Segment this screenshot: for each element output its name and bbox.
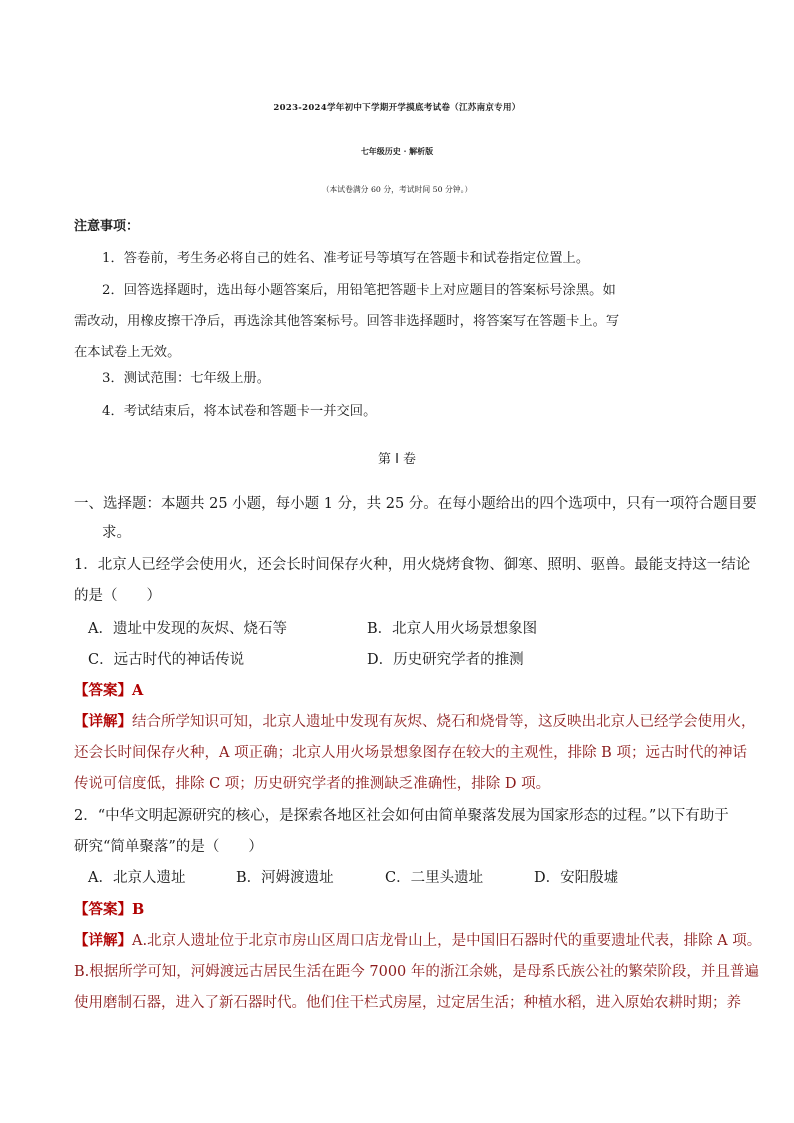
question-stem: 1．北京人已经学会使用火，还会长时间保存火种，用火烧烤食物、御寒、照明、驱兽。最能支持这一结论 [74,557,751,573]
notice-line: 需改动，用橡皮擦干净后，再选涂其他答案标号。回答非选择题时，将答案写在答题卡上。写 [74,314,620,329]
question-stem: 2．“中华文明起源研究的核心，是探索各地区社会如何由简单聚落发展为国家形态的过程。”以下有助于 [74,808,729,824]
detail-text: A.北京人遗址位于北京市房山区周口店龙骨山上，是中国旧石器时代的重要遗址代表，排除 A 项。 [132,933,762,949]
detail-line: 还会长时间保存火种，A 项正确；北京人用火场景想象图存在较大的主观性，排除 B 项；远古时代的神话 [74,745,747,761]
option-d: D．历史研究学者的推测 [367,652,524,668]
detail-tag: 【详解】 [74,932,132,949]
answer-label: 【答案】B [74,901,145,918]
option-a: A．北京人遗址 [88,870,186,886]
notice-line: 2．回答选择题时，选出每小题答案后，用铅笔把答题卡上对应题目的答案标号涂黑。如 [102,283,616,298]
detail-line [74,710,756,731]
detail-line: 使用磨制石器，进入了新石器时代。他们住干栏式房屋，过定居生活；种植水稻，进入原始农耕时期；养 [74,995,741,1011]
detail-line: B.根据所学可知，河姆渡远古居民生活在距今 7000 年的浙江余姚，是母系氏族公社的繁荣阶段，并且普遍 [74,964,759,980]
option-c: C．二里头遗址 [385,870,484,886]
option-d: D．安阳殷墟 [534,870,619,886]
option-b: B．北京人用火场景想象图 [367,621,538,637]
exam-subtitle: 七年级历史 · 解析版 [360,146,434,156]
notice-line: 3．测试范围：七年级上册。 [102,371,271,386]
exam-title: 2023-2024学年初中下学期开学摸底考试卷（江苏南京专用） [273,103,521,113]
option-c: C．远古时代的神话传说 [88,652,245,668]
notice-line: 1．答卷前，考生务必将自己的姓名、准考证号等填写在答题卡和试卷指定位置上。 [102,251,590,266]
question-stem: 研究“简单聚落”的是（ ） [74,839,263,855]
section-instruction: 一、选择题：本题共 25 小题，每小题 1 分，共 25 分。在每小题给出的四个选项中，只有一项符合题目要 [74,496,757,512]
detail-line [74,929,761,950]
answer-label: 【答案】A [74,682,144,699]
question-stem: 的是（ ） [74,588,161,604]
option-b: B．河姆渡遗址 [236,870,334,886]
exam-note: （本试卷满分 60 分，考试时间 50 分钟。） [321,185,473,194]
detail-text: 结合所学知识可知，北京人遗址中发现有灰烬、烧石和烧骨等，这反映出北京人已经学会使用火， [132,714,756,730]
detail-tag: 【详解】 [74,713,132,730]
notice-heading: 注意事项： [74,219,140,234]
section-instruction: 求。 [102,525,131,541]
notice-line: 4．考试结束后，将本试卷和答题卡一并交回。 [102,404,377,419]
option-a: A．遗址中发现的灰烬、烧石等 [88,621,287,637]
section-title: 第 I 卷 [377,452,417,467]
notice-line: 在本试卷上无效。 [74,345,181,360]
detail-line: 传说可信度低，排除 C 项；历史研究学者的推测缺乏准确性，排除 D 项。 [74,776,551,792]
